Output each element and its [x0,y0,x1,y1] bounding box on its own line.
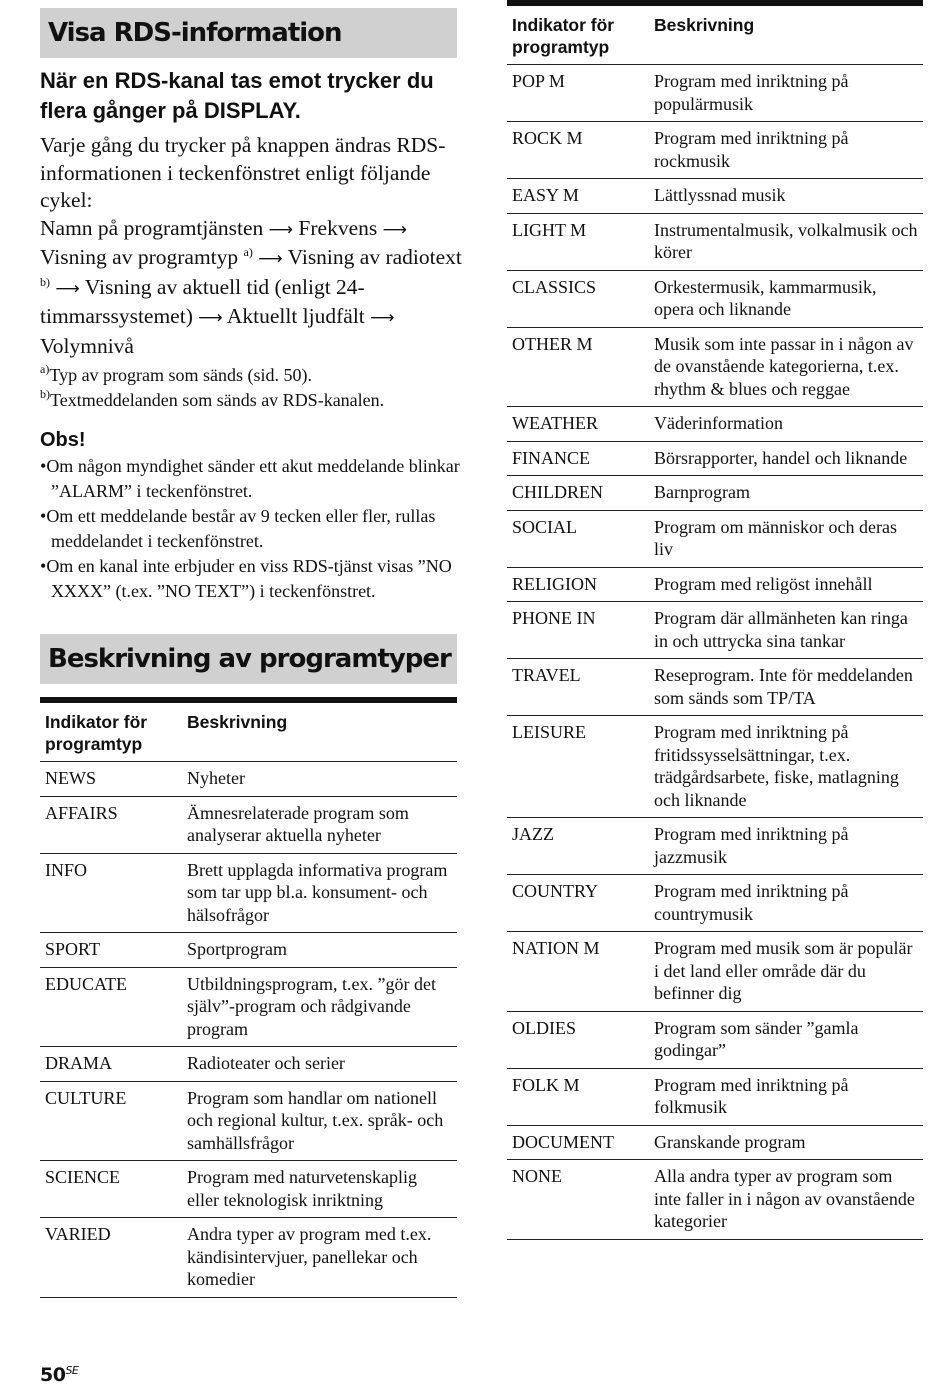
program-type-description: Program med inriktning på fritidssysselsättningar, t.ex. trädgårdsarbete, fiske, matlagning och liknande [649,716,923,818]
arrow-right-icon: ⟶ [370,308,395,328]
table-row [507,602,923,659]
table-row [507,407,923,442]
arrow-right-icon: ⟶ [382,219,407,240]
table-row [40,1218,457,1298]
table-row [40,933,457,968]
table-row [507,179,923,214]
program-type-description: Program med religöst innehåll [649,567,923,602]
table-row [507,659,923,716]
note-list [40,454,465,604]
program-type-indicator: EASY M [507,179,649,214]
program-type-indicator: FOLK M [507,1068,649,1125]
program-type-indicator: AFFAIRS [40,796,182,853]
table-row [507,122,923,179]
program-type-indicator: LEISURE [507,716,649,818]
program-type-indicator: NATION M [507,932,649,1012]
program-type-description: Orkestermusik, kammarmusik, opera och liknande [649,270,923,327]
program-type-indicator: PHONE IN [507,602,649,659]
table-row [507,567,923,602]
table-row [40,1081,457,1161]
program-type-table-left [40,697,457,1298]
note-item [40,504,465,554]
rds-footnotes [40,363,470,413]
column-header-description: Beskrivning [649,3,923,65]
program-type-indicator: INFO [40,853,182,933]
program-type-description: Brett upplagda informativa program som tar upp bl.a. konsument- och hälsofrågor [182,853,457,933]
footnote-b [40,388,470,413]
column-header-description: Beskrivning [182,700,457,762]
program-type-indicator: NEWS [40,762,182,797]
table-row [507,875,923,932]
program-type-indicator: DOCUMENT [507,1125,649,1160]
page-number [40,1364,78,1386]
table-row [40,853,457,933]
rds-display-cycle [40,215,470,361]
program-type-description: Ämnesrelaterade program som analyserar aktuella nyheter [182,796,457,853]
cycle-step-3: Visning av programtyp [40,245,239,269]
program-type-indicator: DRAMA [40,1047,182,1082]
note-item [40,554,465,604]
page-number-value: 50 [40,1364,66,1386]
program-type-description: Radioteater och serier [182,1047,457,1082]
program-type-description: Instrumentalmusik, volkalmusik och körer [649,213,923,270]
footnote-b-text: Textmeddelanden som sänds av RDS-kanalen. [50,390,385,410]
program-type-description: Musik som inte passar in i någon av de ovanstående kategorierna, t.ex. rhythm & blues och reggae [649,327,923,407]
program-type-description: Program med inriktning på folkmusik [649,1068,923,1125]
note-item-text: Om någon myndighet sänder ett akut meddelande blinkar ”ALARM” i teckenfönstret. [46,456,460,501]
table-row [507,1125,923,1160]
program-type-indicator: ROCK M [507,122,649,179]
program-type-description: Program med inriktning på populärmusik [649,65,923,122]
program-type-indicator: OTHER M [507,327,649,407]
program-type-description: Lättlyssnad musik [649,179,923,214]
program-type-indicator: WEATHER [507,407,649,442]
program-type-description: Program med inriktning på rockmusik [649,122,923,179]
program-type-description: Börsrapporter, handel och liknande [649,441,923,476]
program-type-indicator: POP M [507,65,649,122]
program-type-description: Sportprogram [182,933,457,968]
table-row [507,213,923,270]
program-type-description: Nyheter [182,762,457,797]
section-heading-program-types-text: Beskrivning av programtyper [48,644,451,674]
program-type-description: Granskande program [649,1125,923,1160]
program-type-indicator: COUNTRY [507,875,649,932]
rds-intro-text: Varje gång du trycker på knappen ändras RDS-informationen i teckenfönstret enligt följande cykel: [40,133,446,212]
program-type-description: Program om människor och deras liv [649,510,923,567]
cycle-step-2: Frekvens [298,215,378,240]
table-row [507,441,923,476]
table-row [507,476,923,511]
table-row [40,1047,457,1082]
footnote-mark-b: b) [40,274,50,289]
arrow-right-icon: ⟶ [268,219,294,240]
table-row [40,967,457,1047]
program-type-description: Program som sänder ”gamla godingar” [649,1011,923,1068]
program-type-description: Alla andra typer av program som inte faller in i någon av ovanstående kategorier [649,1160,923,1240]
table-row [507,1011,923,1068]
program-type-description: Andra typer av program med t.ex. kändisintervjuer, panellekar och komedier [182,1218,457,1298]
program-type-description: Program med naturvetenskaplig eller teknologisk inriktning [182,1161,457,1218]
rds-subheading: När en RDS-kanal tas emot trycker du flera gånger på DISPLAY. [40,68,434,123]
program-type-description: Program med inriktning på jazzmusik [649,818,923,875]
cycle-step-6: Aktuellt ljudfält [226,304,365,328]
bullet-icon: • [40,456,47,476]
table-row [40,796,457,853]
column-header-indicator: Indikator för programtyp [40,700,182,762]
table-row [507,510,923,567]
table-row [40,762,457,797]
program-type-indicator: SPORT [40,933,182,968]
table-row [507,716,923,818]
cycle-step-4: Visning av radiotext [287,245,462,269]
footnote-b-mark: b) [40,387,50,401]
program-type-table-right [507,0,923,1240]
program-type-indicator: EDUCATE [40,967,182,1047]
program-type-indicator: SOCIAL [507,510,649,567]
program-type-indicator: LIGHT M [507,213,649,270]
bullet-icon: • [40,556,47,576]
page-number-suffix: SE [65,1364,79,1377]
table-row [507,270,923,327]
table-row [40,1161,457,1218]
table-row [507,327,923,407]
cycle-step-1: Namn på programtjänsten [40,215,264,240]
arrow-right-icon: ⟶ [55,278,80,299]
program-type-description: Program med inriktning på countrymusik [649,875,923,932]
note-heading: Obs! [40,429,86,451]
column-header-indicator: Indikator för programtyp [507,3,649,65]
section-heading-program-types [40,634,457,684]
program-type-indicator: VARIED [40,1218,182,1298]
arrow-right-icon: ⟶ [258,249,283,269]
program-type-indicator: TRAVEL [507,659,649,716]
program-type-description: Program där allmänheten kan ringa in och uttrycka sina tankar [649,602,923,659]
program-type-description: Program som handlar om nationell och regional kultur, t.ex. språk- och samhällsfrågor [182,1081,457,1161]
rds-intro [40,132,470,360]
note-item-text: Om en kanal inte erbjuder en viss RDS-tjänst visas ”NO XXXX” (t.ex. ”NO TEXT”) i teckenfönstret. [46,556,452,601]
program-type-indicator: RELIGION [507,567,649,602]
program-type-indicator: OLDIES [507,1011,649,1068]
note-item-text: Om ett meddelande består av 9 tecken eller fler, rullas meddelandet i teckenfönstret. [46,506,436,551]
program-type-description: Program med musik som är populär i det land eller område där du befinner dig [649,932,923,1012]
footnote-a-mark: a) [40,362,50,376]
table-header-row [40,700,457,762]
footnote-mark-a: a) [243,245,253,259]
program-type-indicator: NONE [507,1160,649,1240]
note-item [40,454,465,504]
program-type-description: Reseprogram. Inte för meddelanden som sänds som TP/TA [649,659,923,716]
table-row [507,932,923,1012]
program-type-indicator: JAZZ [507,818,649,875]
program-type-indicator: SCIENCE [40,1161,182,1218]
table-row [507,818,923,875]
table-header-row [507,3,923,65]
cycle-step-7: Volymnivå [40,333,134,358]
table-row [507,1160,923,1240]
footnote-a-text: Typ av program som sänds (sid. 50). [49,365,313,385]
table-row [507,1068,923,1125]
program-type-indicator: CHILDREN [507,476,649,511]
program-type-indicator: CULTURE [40,1081,182,1161]
bullet-icon: • [40,506,47,526]
program-type-description: Väderinformation [649,407,923,442]
section-heading-rds [40,8,457,58]
footnote-a [40,363,470,388]
table-row [507,65,923,122]
program-type-indicator: FINANCE [507,441,649,476]
program-type-indicator: CLASSICS [507,270,649,327]
program-type-description: Barnprogram [649,476,923,511]
cycle-step-5: Visning av aktuell tid (enligt 24-timmarssystemet) [40,274,365,328]
section-heading-rds-text: Visa RDS-information [48,18,342,48]
arrow-right-icon: ⟶ [198,308,223,328]
program-type-description: Utbildningsprogram, t.ex. ”gör det själv”-program och rådgivande program [182,967,457,1047]
